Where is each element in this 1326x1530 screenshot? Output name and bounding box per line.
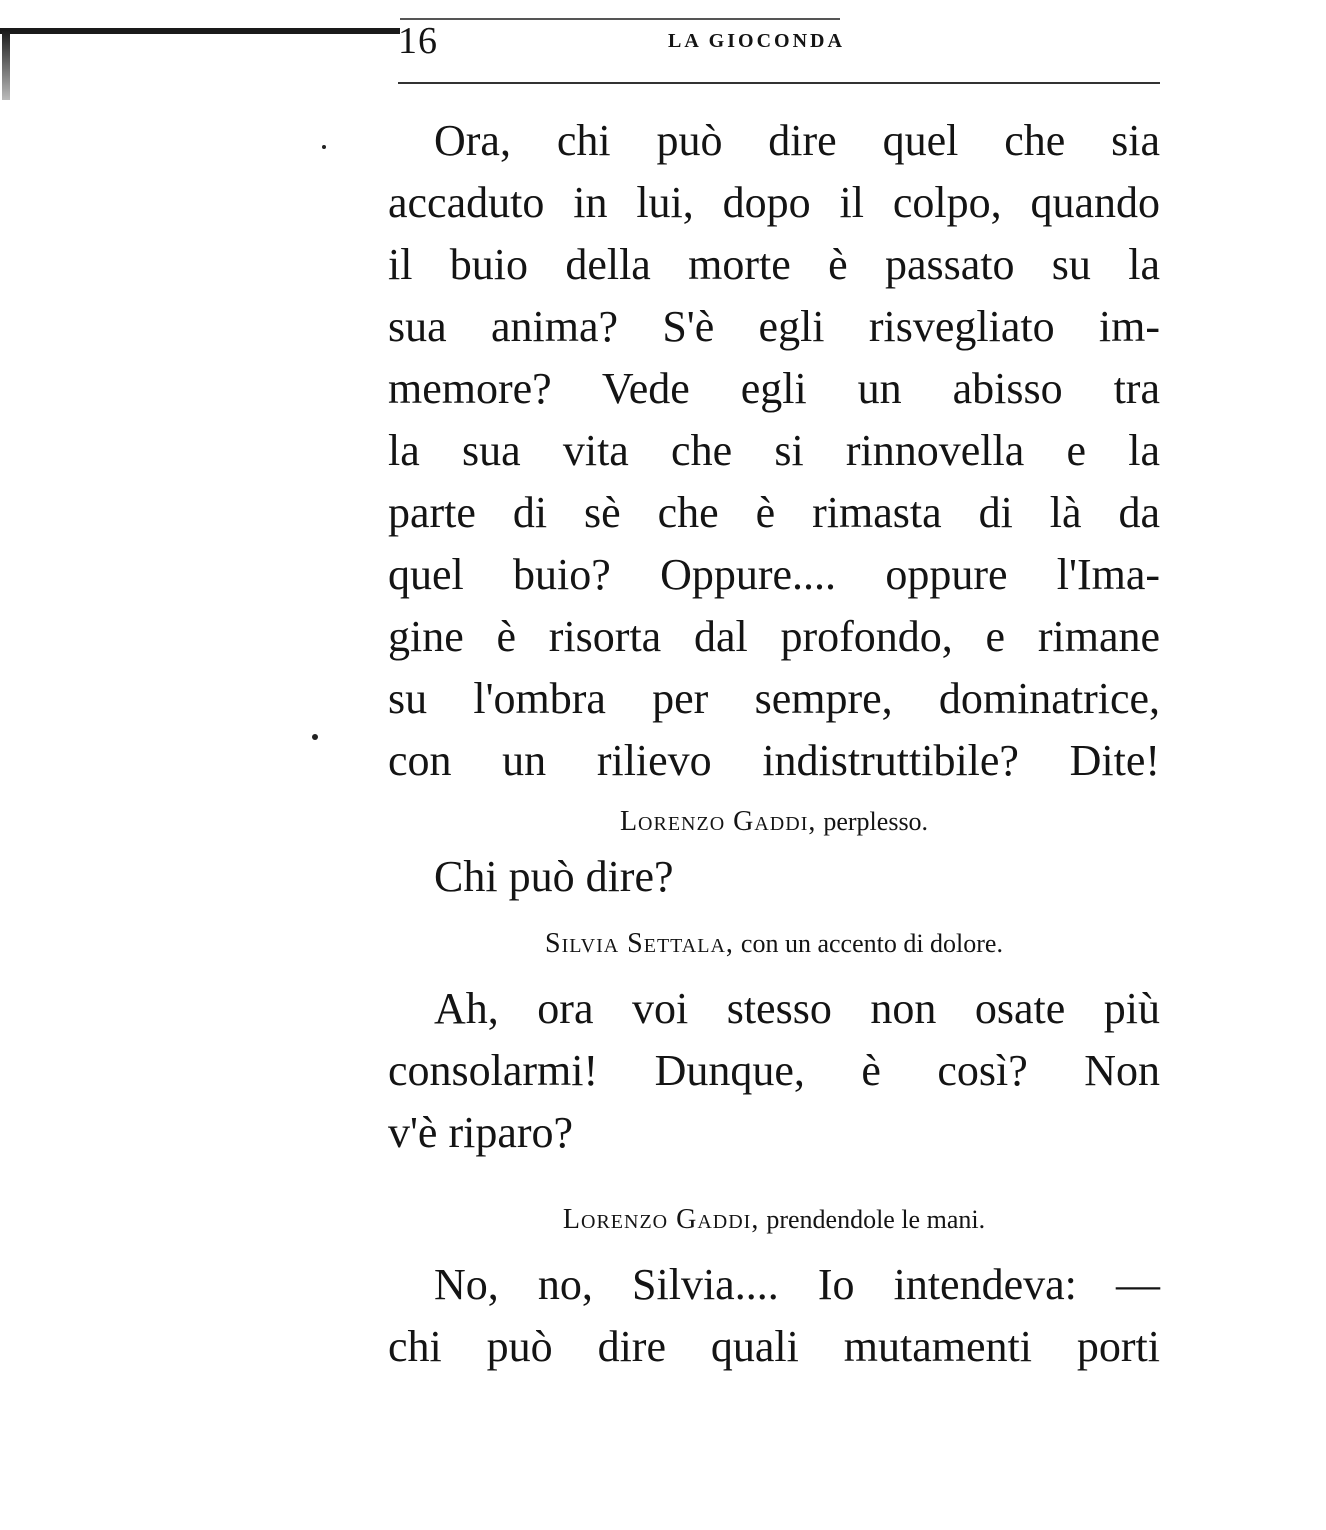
- paragraph-2: [388, 846, 1160, 908]
- speaker-heading: [388, 802, 1160, 842]
- speck-mark: [312, 734, 318, 740]
- text-block: [388, 110, 1160, 1378]
- text-line: No, no, Silvia.... Io intendeva: —: [434, 1260, 1160, 1309]
- speaker-name: Lorenzo Gaddi,: [619, 806, 817, 837]
- text-line: consolarmi! Dunque, è così? Non: [388, 1046, 1160, 1095]
- text-line: gine è risorta dal profondo, e rimane: [388, 612, 1160, 661]
- speaker-heading: [388, 1200, 1160, 1240]
- speaker-name: Lorenzo Gaddi,: [562, 1204, 760, 1235]
- text-line: Ora, chi può dire quel che sia: [434, 116, 1160, 165]
- text-line: sua anima? S'è egli risvegliato im-: [388, 302, 1160, 351]
- text-line: accaduto in lui, dopo il colpo, quando: [388, 178, 1160, 227]
- stage-direction: perplesso.: [823, 807, 929, 836]
- text-line: Ah, ora voi stesso non osate più: [434, 984, 1160, 1033]
- paragraph-1: [388, 110, 1160, 792]
- text-line: la sua vita che si rinnovella e la: [388, 426, 1160, 475]
- text-line: v'è riparo?: [388, 1108, 574, 1157]
- text-line: su l'ombra per sempre, dominatrice,: [388, 674, 1160, 723]
- paragraph-3: [388, 978, 1160, 1164]
- scan-edge-line: [400, 18, 840, 20]
- scan-edge-bar: [0, 28, 400, 34]
- text-line: parte di sè che è rimasta di là da: [388, 488, 1160, 537]
- text-line: con un rilievo indistruttibile? Dite!: [388, 736, 1160, 785]
- speaker-heading: [388, 924, 1160, 964]
- stage-direction: prendendole le mani.: [766, 1205, 986, 1234]
- speaker-name: Silvia Settala,: [545, 928, 734, 959]
- scan-corner-shadow: [2, 30, 10, 100]
- text-line: il buio della morte è passato su la: [388, 240, 1160, 289]
- header-rule: [398, 82, 1160, 84]
- text-line: quel buio? Oppure.... oppure l'Ima-: [388, 550, 1160, 599]
- page-number: 16: [398, 20, 438, 62]
- text-line: Chi può dire?: [434, 852, 674, 901]
- stage-direction: con un accento di dolore.: [740, 929, 1003, 958]
- paragraph-4: [388, 1254, 1160, 1378]
- text-line: chi può dire quali mutamenti porti: [388, 1322, 1160, 1371]
- speck-mark: [322, 145, 326, 149]
- running-head: LA GIOCONDA: [668, 30, 845, 52]
- text-line: memore? Vede egli un abisso tra: [388, 364, 1160, 413]
